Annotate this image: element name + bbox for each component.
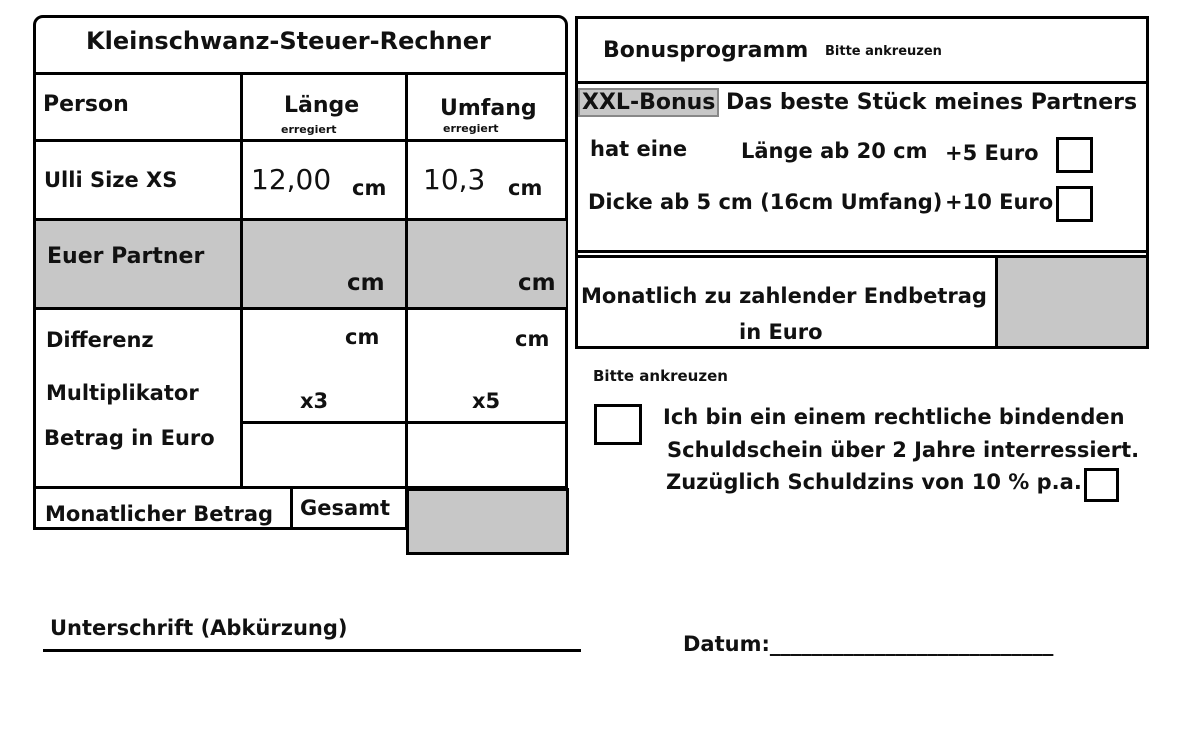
final-amount-label-1: Monatlich zu zahlender Endbetrag [581, 284, 987, 308]
header-laenge-sub: erregiert [281, 123, 337, 136]
xxl-bonus-badge: XXL-Bonus [578, 88, 719, 117]
option-length-text: Länge ab 20 cm [741, 139, 928, 163]
interest-checkbox[interactable] [1084, 468, 1119, 502]
ulli-laenge-unit: cm [352, 176, 387, 200]
row-multiplikator-label: Multiplikator [46, 381, 199, 405]
bonus-title: Bonusprogramm [603, 38, 809, 63]
option-thickness-text: Dicke ab 5 cm (16cm Umfang) [588, 190, 943, 214]
final-amount-label-2: in Euro [739, 320, 823, 344]
header-person: Person [43, 92, 129, 117]
final-amount-cell [998, 258, 1146, 346]
partner-laenge-input[interactable]: cm [347, 270, 385, 296]
partner-umfang-input[interactable]: cm [518, 270, 556, 296]
row-monatlich-label: Monatlicher Betrag [45, 502, 274, 526]
row-differenz-label: Differenz [46, 328, 154, 352]
total-result-cell [406, 488, 569, 555]
extra-hint: Bitte ankreuzen [593, 367, 728, 385]
calculator-title: Kleinschwanz-Steuer-Rechner [86, 27, 491, 55]
ulli-umfang-value[interactable]: 10,3 [423, 163, 486, 196]
header-laenge: Länge [284, 93, 360, 118]
date-label[interactable]: Datum:___________________________ [683, 632, 1054, 656]
header-umfang-sub: erregiert [443, 122, 499, 135]
option-length-bonus: +5 Euro [945, 141, 1039, 165]
signature-label: Unterschrift (Abkürzung) [50, 616, 348, 640]
row-ulli-label: Ulli Size XS [44, 168, 178, 192]
signature-line[interactable] [43, 649, 581, 652]
ulli-umfang-unit: cm [508, 176, 543, 200]
xxl-bonus-text: Das beste Stück meines Partners [726, 90, 1138, 115]
row-partner-label: Euer Partner [47, 244, 205, 269]
bonus-title-hint: Bitte ankreuzen [825, 44, 942, 59]
option-thickness-checkbox[interactable] [1056, 186, 1093, 222]
debt-note-line-2: Schuldschein über 2 Jahre interressiert. [667, 438, 1140, 462]
multiplikator-laenge: x3 [300, 389, 329, 413]
debt-note-checkbox[interactable] [594, 404, 642, 445]
debt-note-line-1: Ich bin ein einem rechtliche bindenden [663, 405, 1125, 429]
row-betrag-label: Betrag in Euro [44, 426, 215, 450]
multiplikator-umfang: x5 [472, 389, 501, 413]
differenz-umfang-unit: cm [515, 327, 550, 351]
option-length-checkbox[interactable] [1056, 137, 1093, 173]
debt-note-line-3: Zuzüglich Schuldzins von 10 % p.a. [666, 470, 1082, 494]
hat-eine-label: hat eine [590, 137, 688, 161]
option-thickness-bonus: +10 Euro [945, 190, 1054, 214]
gesamt-label: Gesamt [300, 496, 391, 520]
header-umfang: Umfang [440, 96, 537, 121]
differenz-laenge-unit: cm [345, 325, 380, 349]
ulli-laenge-value[interactable]: 12,00 [251, 163, 332, 196]
